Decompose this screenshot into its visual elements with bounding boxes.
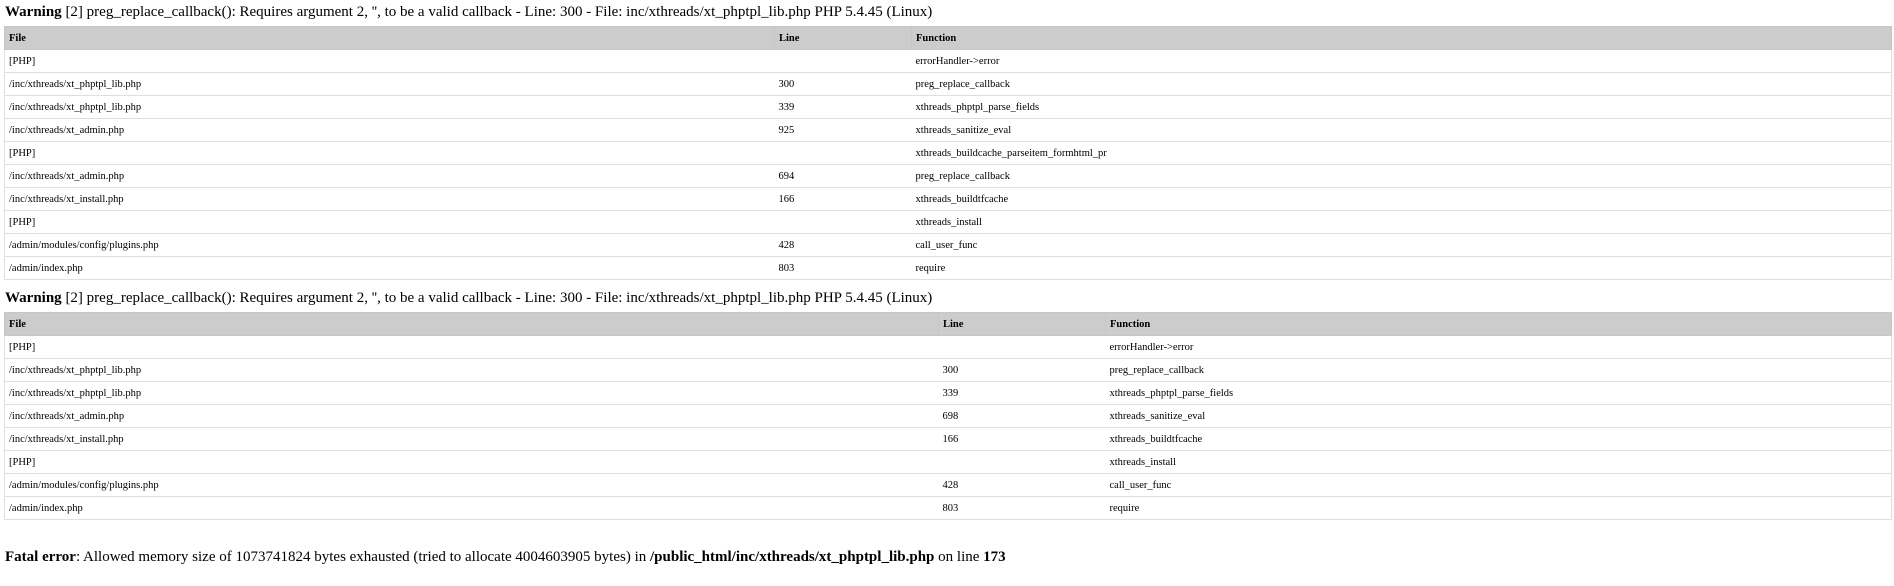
cell-line	[775, 211, 912, 234]
backtrace-header-row	[5, 27, 1892, 50]
table-row	[5, 359, 1892, 382]
cell-line: 803	[939, 497, 1106, 520]
cell-file: [PHP]	[5, 451, 939, 474]
table-row	[5, 165, 1892, 188]
cell-line	[775, 50, 912, 73]
table-row	[5, 405, 1892, 428]
table-row	[5, 211, 1892, 234]
cell-line: 339	[775, 96, 912, 119]
warning-message-2	[5, 289, 1890, 307]
cell-function: xthreads_sanitize_eval	[912, 119, 1892, 142]
cell-file: /inc/xthreads/xt_install.php	[5, 188, 775, 211]
table-row	[5, 142, 1892, 165]
cell-function: xthreads_phptpl_parse_fields	[1106, 382, 1892, 405]
cell-function: require	[1106, 497, 1892, 520]
cell-function: xthreads_phptpl_parse_fields	[912, 96, 1892, 119]
warning-text: [2] preg_replace_callback(): Requires argument 2, '', to be a valid callback - Line: 300 - File: inc/xthreads/xt_phptpl_lib.php PHP 5.4.45 (Linux)	[61, 290, 933, 306]
cell-line: 300	[939, 359, 1106, 382]
column-header-file: File	[5, 313, 939, 336]
table-row	[5, 96, 1892, 119]
cell-line	[775, 142, 912, 165]
cell-file: [PHP]	[5, 211, 775, 234]
backtrace-table-2	[4, 312, 1892, 520]
column-header-line: Line	[939, 313, 1106, 336]
cell-line: 428	[939, 474, 1106, 497]
cell-function: xthreads_buildtfcache	[1106, 428, 1892, 451]
cell-function: preg_replace_callback	[912, 73, 1892, 96]
cell-line: 428	[775, 234, 912, 257]
column-header-line: Line	[775, 27, 912, 50]
cell-line	[939, 336, 1106, 359]
fatal-error-text: : Allowed memory size of 1073741824 bytes exhausted (tried to allocate 4004603905 bytes) in	[75, 549, 650, 565]
cell-file: [PHP]	[5, 50, 775, 73]
cell-function: require	[912, 257, 1892, 280]
column-header-file: File	[5, 27, 775, 50]
cell-file: /inc/xthreads/xt_install.php	[5, 428, 939, 451]
table-row	[5, 73, 1892, 96]
cell-line: 698	[939, 405, 1106, 428]
warning-label: Warning	[5, 290, 62, 306]
cell-file: /admin/modules/config/plugins.php	[5, 234, 775, 257]
fatal-error-line-number: 173	[983, 549, 1006, 565]
fatal-error-line-text: on line	[934, 549, 984, 565]
cell-file: /inc/xthreads/xt_phptpl_lib.php	[5, 73, 775, 96]
table-row	[5, 382, 1892, 405]
backtrace-header-row	[5, 313, 1892, 336]
cell-line	[939, 451, 1106, 474]
backtrace-table-1	[4, 26, 1892, 280]
cell-file: /inc/xthreads/xt_admin.php	[5, 119, 775, 142]
cell-function: xthreads_sanitize_eval	[1106, 405, 1892, 428]
cell-line: 925	[775, 119, 912, 142]
table-row	[5, 50, 1892, 73]
cell-file: [PHP]	[5, 142, 775, 165]
cell-line: 694	[775, 165, 912, 188]
cell-line: 300	[775, 73, 912, 96]
cell-function: errorHandler->error	[1106, 336, 1892, 359]
cell-file: /admin/modules/config/plugins.php	[5, 474, 939, 497]
cell-function: errorHandler->error	[912, 50, 1892, 73]
cell-file: /inc/xthreads/xt_phptpl_lib.php	[5, 382, 939, 405]
warning-label: Warning	[5, 4, 62, 20]
fatal-error-label: Fatal error	[5, 549, 76, 565]
cell-function: preg_replace_callback	[912, 165, 1892, 188]
cell-function: xthreads_install	[1106, 451, 1892, 474]
fatal-error-file: /public_html/inc/xthreads/xt_phptpl_lib.php	[650, 549, 935, 565]
table-row	[5, 257, 1892, 280]
cell-function: call_user_func	[912, 234, 1892, 257]
fatal-error-message	[5, 548, 1890, 566]
column-header-function: Function	[912, 27, 1892, 50]
cell-function: xthreads_buildcache_parseitem_formhtml_pr	[912, 142, 1892, 165]
cell-line: 339	[939, 382, 1106, 405]
table-row	[5, 428, 1892, 451]
cell-function: xthreads_install	[912, 211, 1892, 234]
cell-file: /inc/xthreads/xt_phptpl_lib.php	[5, 359, 939, 382]
cell-file: /inc/xthreads/xt_admin.php	[5, 405, 939, 428]
table-row	[5, 474, 1892, 497]
table-row	[5, 188, 1892, 211]
cell-file: /admin/index.php	[5, 257, 775, 280]
table-row	[5, 119, 1892, 142]
table-row	[5, 451, 1892, 474]
warning-message-1	[5, 3, 1890, 21]
cell-line: 803	[775, 257, 912, 280]
cell-file: /admin/index.php	[5, 497, 939, 520]
warning-text: [2] preg_replace_callback(): Requires argument 2, '', to be a valid callback - Line: 300 - File: inc/xthreads/xt_phptpl_lib.php PHP 5.4.45 (Linux)	[61, 4, 933, 20]
table-row	[5, 497, 1892, 520]
cell-file: /inc/xthreads/xt_phptpl_lib.php	[5, 96, 775, 119]
cell-file: [PHP]	[5, 336, 939, 359]
cell-function: preg_replace_callback	[1106, 359, 1892, 382]
cell-function: call_user_func	[1106, 474, 1892, 497]
table-row	[5, 234, 1892, 257]
table-row	[5, 336, 1892, 359]
column-header-function: Function	[1106, 313, 1892, 336]
cell-line: 166	[939, 428, 1106, 451]
cell-function: xthreads_buildtfcache	[912, 188, 1892, 211]
cell-file: /inc/xthreads/xt_admin.php	[5, 165, 775, 188]
cell-line: 166	[775, 188, 912, 211]
